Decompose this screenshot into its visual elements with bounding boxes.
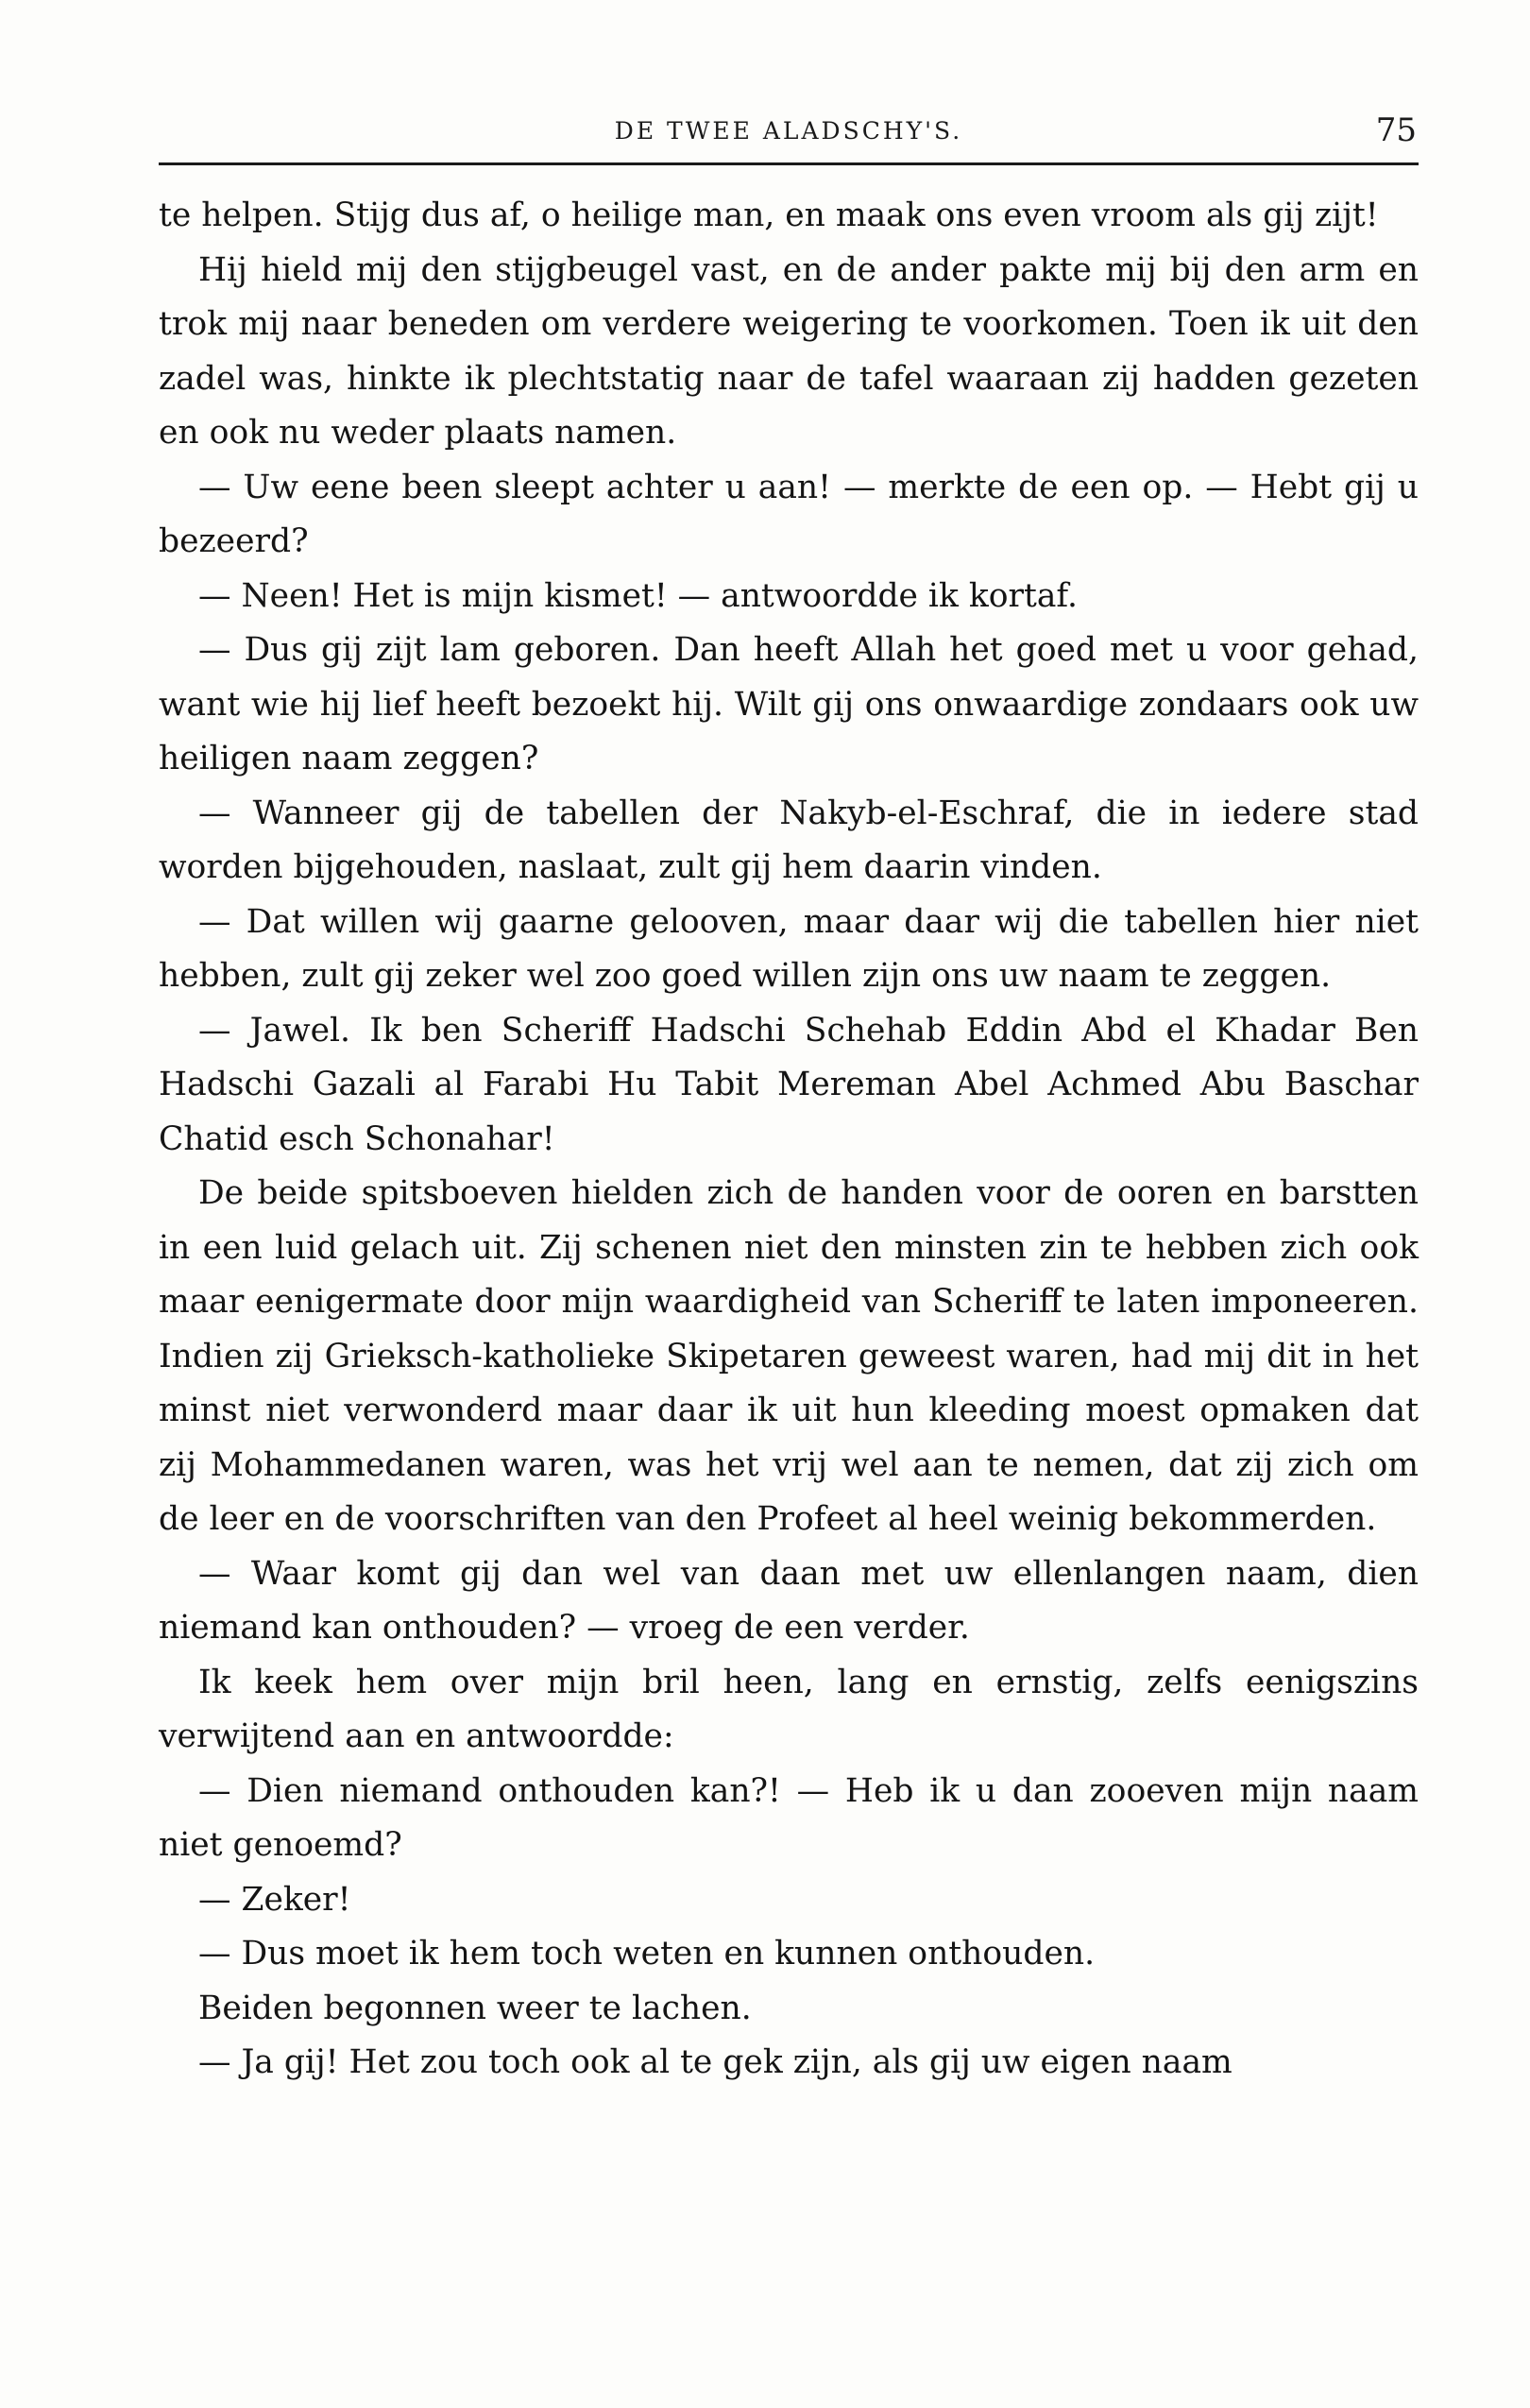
paragraph: — Uw eene been sleept achter u aan! — merkte de een op. — Hebt gij u bezeerd? (159, 468, 1419, 560)
paragraph: Hij hield mij den stijgbeugel vast, en de ander pakte mij bij den arm en trok mij naar beneden om verdere weigering te voorkomen. Toen ik uit den zadel was, hinkte ik plechtstatig naar de tafel waaraan zij hadden gezeten en ook nu weder plaats namen. (159, 250, 1419, 452)
page-header (161, 111, 1417, 159)
paragraph: te helpen. Stijg dus af, o heilige man, en maak ons even vroom als gij zijt! (159, 196, 1379, 234)
header-rule (159, 162, 1419, 165)
running-title: DE TWEE ALADSCHY'S. (614, 117, 963, 145)
paragraph: — Dien niemand onthouden kan?! — Heb ik u dan zooeven mijn naam niet genoemd? (159, 1771, 1419, 1864)
paragraph: — Ja gij! Het zou toch ook al te gek zijn, als gij uw eigen naam (198, 2043, 1232, 2081)
paragraph: — Dus moet ik hem toch weten en kunnen onthouden. (198, 1935, 1096, 1973)
paragraph: — Waar komt gij dan wel van daan met uw ellenlangen naam, dien niemand kan onthouden? — vroeg de een verder. (159, 1554, 1419, 1647)
paragraph: Beiden begonnen weer te lachen. (198, 1989, 752, 2027)
paragraph: Ik keek hem over mijn bril heen, lang en ernstig, zelfs eenigszins verwijtend aan en antwoordde: (159, 1663, 1419, 1755)
paragraph: — Dus gij zijt lam geboren. Dan heeft Allah het goed met u voor gehad, want wie hij lief heeft bezoekt hij. Wilt gij ons onwaardige zondaars ook uw heiligen naam zeggen? (159, 631, 1419, 777)
paragraph: — Zeker! (198, 1880, 351, 1919)
paragraph: — Wanneer gij de tabellen der Nakyb-el-Eschraf, die in iedere stad worden bijgehouden, naslaat, zult gij hem daarin vinden. (159, 794, 1419, 886)
paragraph: — Neen! Het is mijn kismet! — antwoordde ik kortaf. (198, 576, 1078, 615)
paragraph: — Jawel. Ik ben Scheriff Hadschi Schehab Eddin Abd el Khadar Ben Hadschi Gazali al Farabi Hu Tabit Mereman Abel Achmed Abu Baschar Chatid esch Schonahar! (159, 1011, 1419, 1158)
paragraph: — Dat willen wij gaarne gelooven, maar daar wij die tabellen hier niet hebben, zult gij zeker wel zoo goed willen zijn ons uw naam te zeggen. (159, 902, 1419, 995)
page-number: 75 (1375, 111, 1417, 149)
paragraph: De beide spitsboeven hielden zich de handen voor de ooren en barstten in een luid gelach uit. Zij schenen niet den minsten zin te hebben zich ook maar eenigermate door mijn waardigheid van Scheriff te laten imponeeren. Indien zij Grieksch-katholieke Skipetaren geweest waren, had mij dit in het minst niet verwonderd maar daar ik uit hun kleeding moest opmaken dat zij Mohammedanen waren, was het vrij wel aan te nemen, dat zij zich om de leer en de voorschriften van den Profeet al heel weinig bekommerden. (159, 1174, 1419, 1538)
body-text (159, 189, 1419, 2091)
